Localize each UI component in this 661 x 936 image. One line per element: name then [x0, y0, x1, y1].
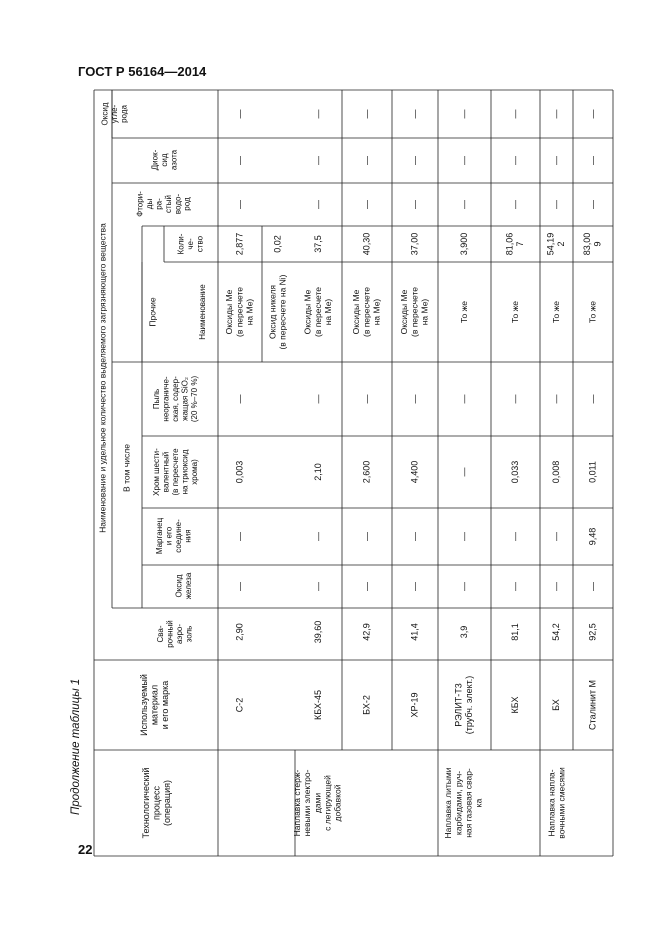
row-process — [546, 767, 566, 839]
row-other-qty — [459, 233, 469, 256]
row-aerosol — [361, 623, 371, 641]
header-aerosol-line: золь — [184, 625, 194, 643]
row-other-name-line: То же — [509, 300, 520, 324]
row-process-line: невыми электро- — [302, 769, 313, 837]
row-manganese — [551, 532, 561, 541]
row-material-line: БХ — [550, 699, 561, 711]
header-manganese-line: и его — [164, 526, 174, 546]
row-other-qty — [313, 235, 323, 253]
row-nitrogen-dioxide-line: — — [312, 156, 323, 165]
row-chromium — [409, 461, 419, 484]
header-fluorides-line: ра- — [154, 198, 164, 210]
header-other-title-line: Прочие — [147, 297, 158, 327]
row-process-line: ка — [473, 798, 484, 808]
header-material — [139, 674, 170, 736]
row-material — [313, 690, 323, 720]
row-manganese-line: — — [458, 532, 469, 541]
row-chromium — [587, 461, 597, 483]
row-nitrogen-dioxide-line: — — [550, 156, 561, 165]
header-subgroup-line: В том числе — [121, 444, 132, 492]
row-iron-oxide-line: — — [509, 582, 520, 591]
row-other-qty-line: 37,5 — [312, 235, 323, 253]
row-manganese — [459, 532, 469, 541]
row-dust — [587, 395, 597, 404]
row-process — [292, 769, 342, 836]
row-carbon-oxide-line: — — [550, 109, 561, 119]
row-manganese-line: — — [509, 532, 520, 541]
row-carbon-oxide — [587, 110, 597, 119]
header-nitrogen-dioxide-line: сид — [160, 153, 170, 167]
row-manganese-line: — — [234, 532, 245, 541]
row-other-name-line: (в пересчете — [312, 286, 323, 338]
row-process-line: вочными смесями — [556, 767, 567, 839]
row-nitrogen-dioxide-line: — — [458, 156, 469, 165]
row-carbon-oxide-line: — — [458, 109, 469, 119]
header-carbon-oxide-line: Оксид — [100, 102, 110, 126]
row-fluorides-line: — — [234, 200, 245, 209]
row-manganese — [313, 532, 323, 541]
row-fluorides-line: — — [361, 200, 372, 209]
row-chromium — [361, 461, 371, 484]
row-other-name-line: Оксиды Ме — [224, 289, 235, 335]
row-nitrogen-dioxide-line: — — [361, 156, 372, 165]
row-fluorides-line: — — [458, 200, 469, 209]
row-other-name — [351, 287, 381, 337]
row-iron-oxide-line: — — [550, 582, 561, 591]
header-other-qty-line: че- — [186, 238, 196, 250]
row-fluorides — [459, 200, 469, 209]
row-iron-oxide — [313, 582, 323, 591]
row-material — [510, 697, 520, 714]
row-material-line: РЭЛИТ-Т3 — [453, 683, 464, 727]
header-other-qty — [177, 233, 205, 254]
row-material-line: КБХ-45 — [312, 690, 323, 720]
row-dust-line: — — [550, 394, 561, 404]
row-nitrogen-dioxide — [361, 156, 371, 165]
row-chromium — [510, 461, 520, 484]
row-fluorides — [551, 200, 561, 209]
header-iron-oxide-line: железа — [183, 572, 193, 600]
row-other-qty-line: 7 — [515, 241, 526, 247]
row-other-name-line: (в пересчете — [409, 286, 420, 338]
row-aerosol — [551, 623, 561, 641]
header-iron-oxide-line: Оксид — [174, 574, 184, 598]
row-aerosol — [409, 623, 419, 641]
header-chromium-line: на триоксид — [180, 449, 190, 495]
row-aerosol-line: 54,2 — [550, 623, 561, 641]
header-manganese-line: Марганец — [154, 517, 164, 555]
header-fluorides — [136, 191, 192, 217]
row-process-line: добавкой — [332, 784, 343, 822]
header-aerosol-line: аэро- — [174, 623, 184, 645]
row-material-line: ХР-19 — [409, 692, 420, 718]
row-nitrogen-dioxide-line: — — [509, 156, 520, 165]
row-aerosol-line: 42,9 — [361, 623, 372, 641]
row-other-qty — [505, 233, 526, 256]
row-other-name — [459, 301, 469, 323]
row-chromium-line: — — [458, 467, 469, 477]
row-chromium-line: 0,011 — [587, 461, 598, 483]
row-fluorides — [234, 200, 244, 209]
row-chromium-line: 2,10 — [312, 463, 323, 481]
header-other-name-line: Наименование — [198, 284, 208, 340]
header-chromium-line: (в пересчете — [171, 448, 181, 496]
row-chromium — [459, 468, 469, 477]
row-manganese-line: — — [550, 532, 561, 541]
row-other-qty-2 — [272, 235, 282, 253]
row-nitrogen-dioxide-line: — — [234, 156, 245, 165]
header-fluorides-line: стый — [163, 195, 173, 213]
row-dust — [361, 395, 371, 404]
row-dust — [510, 395, 520, 404]
header-group-title — [97, 223, 107, 533]
header-carbon-oxide-line: рода — [119, 105, 129, 123]
header-process — [141, 768, 172, 839]
row-other-qty-2-line: 0,02 — [272, 235, 283, 253]
row-process-line: Наплавка литыми — [443, 767, 454, 839]
row-fluorides — [313, 200, 323, 209]
row-manganese-line: 9,48 — [587, 527, 598, 546]
row-other-name — [224, 287, 254, 337]
row-nitrogen-dioxide — [587, 156, 597, 165]
row-other-qty — [234, 233, 244, 256]
header-other-name — [198, 284, 207, 340]
header-manganese-line: ния — [183, 529, 193, 543]
row-manganese-line: — — [361, 532, 372, 541]
header-carbon-oxide — [101, 102, 129, 125]
row-other-name-line: на Ме) — [244, 298, 255, 326]
row-fluorides — [587, 200, 597, 209]
header-fluorides-line: водо- — [173, 193, 183, 215]
row-other-qty-line: 2 — [556, 241, 567, 247]
header-subgroup — [121, 444, 131, 492]
row-material — [551, 699, 561, 711]
row-material-line: БХ-2 — [361, 695, 372, 715]
row-iron-oxide — [409, 582, 419, 591]
row-dust-line: — — [234, 394, 245, 404]
row-dust-line: — — [458, 394, 469, 404]
row-dust — [234, 395, 244, 404]
row-nitrogen-dioxide — [459, 156, 469, 165]
row-manganese — [234, 532, 244, 541]
row-aerosol — [234, 623, 244, 641]
row-other-name-line: на Ме) — [371, 298, 382, 326]
row-material-line: КБХ — [509, 696, 520, 714]
row-fluorides-line: — — [550, 200, 561, 209]
row-carbon-oxide — [234, 110, 244, 119]
row-aerosol-line: 39,60 — [312, 620, 323, 644]
row-chromium-line: 0,008 — [550, 460, 561, 484]
row-other-name-line: (в пересчете — [234, 286, 245, 338]
row-chromium-line: 2,600 — [361, 460, 372, 484]
row-chromium — [234, 461, 244, 484]
row-aerosol — [459, 626, 469, 639]
header-material-line: материал — [149, 684, 160, 726]
row-material — [409, 692, 419, 717]
header-chromium — [152, 448, 199, 496]
row-manganese — [409, 532, 419, 541]
row-material-line: Сталинит М — [587, 680, 598, 730]
row-manganese — [587, 528, 597, 546]
row-aerosol — [510, 623, 520, 641]
header-process-line: Технологический — [140, 767, 151, 839]
row-other-qty-line: 37,00 — [409, 232, 420, 256]
row-material — [234, 698, 244, 713]
header-aerosol-line: рочный — [165, 620, 175, 648]
row-iron-oxide — [459, 582, 469, 591]
row-iron-oxide-line: — — [312, 582, 323, 591]
row-carbon-oxide-line: — — [509, 109, 520, 119]
row-other-qty — [409, 233, 419, 256]
row-iron-oxide-line: — — [361, 582, 372, 591]
row-other-qty — [546, 233, 567, 256]
row-aerosol — [313, 621, 323, 644]
row-dust-line: — — [361, 394, 372, 404]
row-material — [454, 676, 475, 734]
header-aerosol — [156, 620, 193, 648]
row-dust-line: — — [409, 394, 420, 404]
row-carbon-oxide-line: — — [234, 109, 245, 119]
row-chromium — [551, 461, 561, 484]
row-fluorides-line: — — [312, 200, 323, 209]
row-other-name-2-line: (в пересчете на Ni) — [277, 274, 288, 350]
row-other-name-line: на Ме) — [419, 298, 430, 326]
header-chromium-line: Хром шести- — [152, 448, 162, 496]
row-other-qty-line: 2,877 — [234, 232, 245, 256]
row-other-name — [303, 287, 333, 337]
row-other-name-line: на Ме) — [322, 298, 333, 326]
row-carbon-oxide-line: — — [409, 109, 420, 119]
row-fluorides — [409, 200, 419, 209]
header-iron-oxide — [174, 572, 192, 599]
row-aerosol-line: 2,90 — [234, 623, 245, 641]
row-other-qty — [361, 233, 371, 256]
row-other-name-line: (в пересчете — [361, 286, 372, 338]
row-material — [587, 680, 597, 730]
header-dust-line: Пыль — [152, 388, 162, 410]
row-nitrogen-dioxide-line: — — [587, 156, 598, 165]
document-code: ГОСТ Р 56164—2014 — [78, 64, 207, 79]
row-carbon-oxide — [409, 110, 419, 119]
row-iron-oxide-line: — — [458, 582, 469, 591]
row-dust-line: — — [312, 394, 323, 404]
row-manganese — [510, 532, 520, 541]
row-other-name-2-line: Оксид никеля — [267, 284, 278, 340]
row-other-name-line: То же — [458, 300, 469, 324]
row-other-qty-line: 81,06 — [504, 232, 515, 256]
row-process-line: карбидами, руч- — [453, 770, 464, 836]
header-process-line: процесс — [151, 786, 162, 820]
row-aerosol — [587, 623, 597, 641]
row-aerosol-line: 3,9 — [458, 625, 469, 639]
row-iron-oxide — [551, 582, 561, 591]
row-other-name-line: Оксиды Ме — [399, 289, 410, 335]
table-continuation-caption: Продолжение таблицы 1 — [70, 678, 82, 815]
row-carbon-oxide-line: — — [587, 109, 598, 119]
row-process-line: с легирующей — [322, 775, 333, 831]
header-fluorides-line: ды — [144, 198, 154, 210]
row-other-name-line: Оксиды Ме — [351, 289, 362, 335]
row-chromium-line: 4,400 — [409, 460, 420, 484]
row-carbon-oxide — [459, 110, 469, 119]
row-nitrogen-dioxide-line: — — [409, 156, 420, 165]
row-dust-line: — — [587, 394, 598, 404]
row-material-line: С-2 — [234, 697, 245, 713]
header-aerosol-line: Сва- — [155, 625, 165, 643]
row-dust — [459, 395, 469, 404]
row-other-qty — [582, 233, 603, 256]
row-fluorides — [361, 200, 371, 209]
row-other-qty-line: 54,19 — [545, 232, 556, 256]
row-carbon-oxide — [361, 110, 371, 119]
row-fluorides-line: — — [587, 200, 598, 209]
header-chromium-line: валентный — [161, 451, 171, 493]
row-dust-line: — — [509, 394, 520, 404]
header-manganese — [155, 517, 192, 554]
row-iron-oxide — [234, 582, 244, 591]
row-nitrogen-dioxide — [313, 156, 323, 165]
row-aerosol-line: 81,1 — [509, 623, 520, 641]
row-other-name-line: Оксиды Ме — [302, 289, 313, 335]
row-fluorides-line: — — [509, 200, 520, 209]
row-carbon-oxide-line: — — [312, 109, 323, 119]
row-other-name-line: То же — [587, 300, 598, 324]
header-dust-line: неорганиче- — [161, 376, 171, 422]
row-material-line: (трубч. элект.) — [464, 675, 475, 735]
row-other-name — [510, 301, 520, 323]
header-nitrogen-dioxide — [151, 149, 179, 170]
header-dust-line: ская, содер- — [171, 376, 181, 422]
row-other-name — [399, 287, 429, 337]
row-material — [361, 695, 371, 715]
row-dust — [551, 395, 561, 404]
row-nitrogen-dioxide — [409, 156, 419, 165]
row-iron-oxide-line: — — [409, 582, 420, 591]
header-material-line: Используемый — [138, 674, 149, 736]
header-group-title-line: Наименование и удельное количество выделяемого загрязняющего вещества — [97, 223, 108, 533]
row-process — [443, 767, 483, 838]
header-fluorides-line: Фтори- — [135, 191, 145, 217]
row-dust — [409, 395, 419, 404]
row-process-line: Наплавка напла- — [546, 769, 557, 837]
row-other-name — [587, 301, 597, 323]
header-carbon-oxide-line: угле- — [110, 104, 120, 124]
row-aerosol-line: 92,5 — [587, 623, 598, 641]
row-other-qty-line: 83,00 — [582, 232, 593, 256]
header-other-qty-line: Коли- — [176, 233, 186, 255]
header-nitrogen-dioxide-line: азота — [169, 149, 179, 171]
row-chromium-line: 0,033 — [509, 460, 520, 484]
row-carbon-oxide-line: — — [361, 109, 372, 119]
row-iron-oxide — [587, 582, 597, 591]
header-nitrogen-dioxide-line: Диок- — [150, 149, 160, 171]
row-nitrogen-dioxide — [234, 156, 244, 165]
header-dust-line: (20 %–70 %) — [189, 375, 199, 423]
row-iron-oxide-line: — — [587, 582, 598, 591]
row-nitrogen-dioxide — [551, 156, 561, 165]
row-process-line: Наплавка стерж- — [292, 769, 303, 837]
row-chromium — [313, 463, 323, 481]
header-manganese-line: соедине- — [173, 519, 183, 553]
row-process-line: дами — [312, 792, 323, 814]
row-other-qty-line: 3,900 — [458, 232, 469, 256]
row-iron-oxide-line: — — [234, 582, 245, 591]
row-fluorides — [510, 200, 520, 209]
header-fluorides-line: род — [182, 197, 192, 211]
row-other-qty-line: 9 — [592, 241, 603, 247]
row-manganese-line: — — [409, 532, 420, 541]
row-process-line: ная газовая свар- — [463, 768, 474, 838]
row-manganese-line: — — [312, 532, 323, 541]
page-number: 22 — [78, 842, 93, 857]
row-other-name-line: То же — [550, 300, 561, 324]
row-dust — [313, 395, 323, 404]
header-process-line: (операция) — [161, 780, 172, 826]
header-other-qty-line: ство — [195, 235, 205, 253]
row-aerosol-line: 41,4 — [409, 623, 420, 641]
row-iron-oxide — [361, 582, 371, 591]
header-other-title — [147, 297, 157, 327]
header-material-line: и его марка — [159, 680, 170, 730]
row-manganese — [361, 532, 371, 541]
header-dust-line: жащая SiO₂ — [180, 377, 190, 421]
row-carbon-oxide — [313, 110, 323, 119]
row-carbon-oxide — [551, 110, 561, 119]
header-chromium-line: хрома) — [189, 459, 199, 485]
row-other-name-2 — [267, 274, 287, 349]
row-other-qty-line: 40,30 — [361, 232, 372, 256]
row-fluorides-line: — — [409, 200, 420, 209]
header-dust — [152, 376, 199, 423]
row-other-name — [551, 301, 561, 323]
row-chromium-line: 0,003 — [234, 460, 245, 484]
row-iron-oxide — [510, 582, 520, 591]
row-nitrogen-dioxide — [510, 156, 520, 165]
row-carbon-oxide — [510, 110, 520, 119]
